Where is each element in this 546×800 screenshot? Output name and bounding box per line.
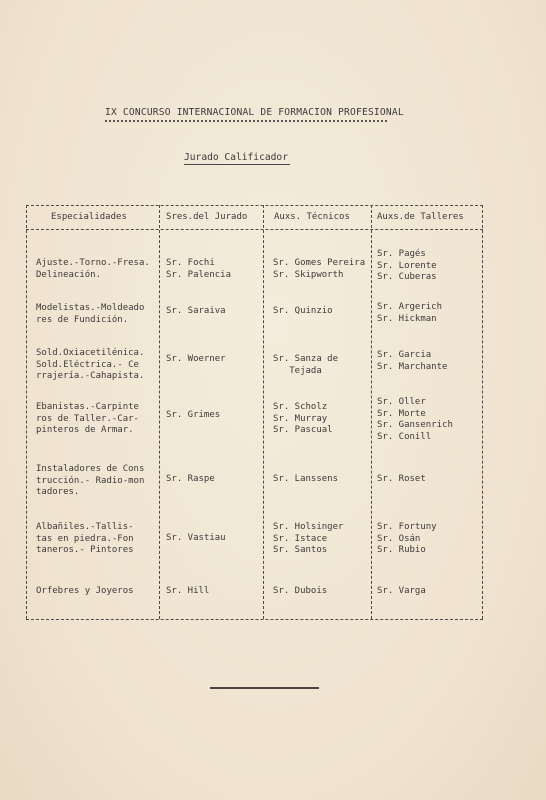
closing-rule [210,687,319,689]
table-left-border [26,205,27,619]
cell-talleres: Sr. Roset [377,474,426,484]
header-especialidades: Especialidades [51,212,127,222]
cell-talleres: Sr. Pagés Sr. Lorente Sr. Cuberas [377,249,437,282]
table-top-border [26,205,483,206]
cell-tecnicos: Sr. Dubois [273,586,328,596]
cell-especialidad: Orfebres y Joyeros [36,586,134,596]
header-talleres: Auxs.de Talleres [377,212,464,222]
cell-jurado: Sr. Vastiau [166,533,226,543]
cell-jurado: Sr. Woerner [166,354,226,364]
cell-jurado: Sr. Fochi Sr. Palencia [166,258,232,280]
cell-especialidad: Ebanistas.-Carpinte ros de Taller.-Car- pinteros de Armar. [36,402,139,435]
cell-especialidad: Ajuste.-Torno.-Fresa. Delineación. [36,258,150,280]
title-underline [105,120,387,122]
cell-talleres: Sr. Oller Sr. Morte Sr. Gansenrich Sr. Conill [377,397,453,442]
cell-tecnicos: Sr. Holsinger Sr. Istace Sr. Santos [273,522,344,555]
table-right-border [482,205,483,619]
cell-talleres: Sr. Argerich Sr. Hickman [377,302,443,324]
cell-jurado: Sr. Hill [166,586,210,596]
column-divider [159,205,160,619]
cell-jurado: Sr. Saraiva [166,306,226,316]
document-title: IX CONCURSO INTERNACIONAL DE FORMACION PROFESIONAL [105,107,404,118]
table-bottom-border [26,619,483,620]
cell-especialidad: Instaladores de Cons trucción.- Radio-mon tadores. [36,464,145,497]
cell-talleres: Sr. Garcia Sr. Marchante [377,350,448,372]
cell-especialidad: Sold.Oxiacetilénica. Sold.Eléctrica.- Ce rrajería.-Cahapista. [36,348,145,381]
cell-tecnicos: Sr. Sanza de Tejada [273,354,339,376]
cell-especialidad: Albañiles.-Tallis- tas en piedra.-Fon taneros.- Pintores [36,522,134,555]
column-divider [263,205,264,619]
column-divider [371,205,372,619]
subtitle-underline [184,164,290,165]
cell-talleres: Sr. Varga [377,586,426,596]
cell-talleres: Sr. Fortuny Sr. Osán Sr. Rubio [377,522,437,555]
cell-jurado: Sr. Raspe [166,474,215,484]
cell-tecnicos: Sr. Gomes Pereira Sr. Skipworth [273,258,366,280]
cell-tecnicos: Sr. Lanssens [273,474,339,484]
header-jurado: Sres.del Jurado [166,212,248,222]
cell-jurado: Sr. Grimes [166,410,221,420]
header-tecnicos: Auxs. Técnicos [274,212,350,222]
table-header-border [26,229,483,230]
document-subtitle: Jurado Calificador [184,152,288,163]
cell-tecnicos: Sr. Scholz Sr. Murray Sr. Pascual [273,402,333,435]
cell-especialidad: Modelistas.-Moldeado res de Fundición. [36,303,145,325]
cell-tecnicos: Sr. Quinzio [273,306,333,316]
